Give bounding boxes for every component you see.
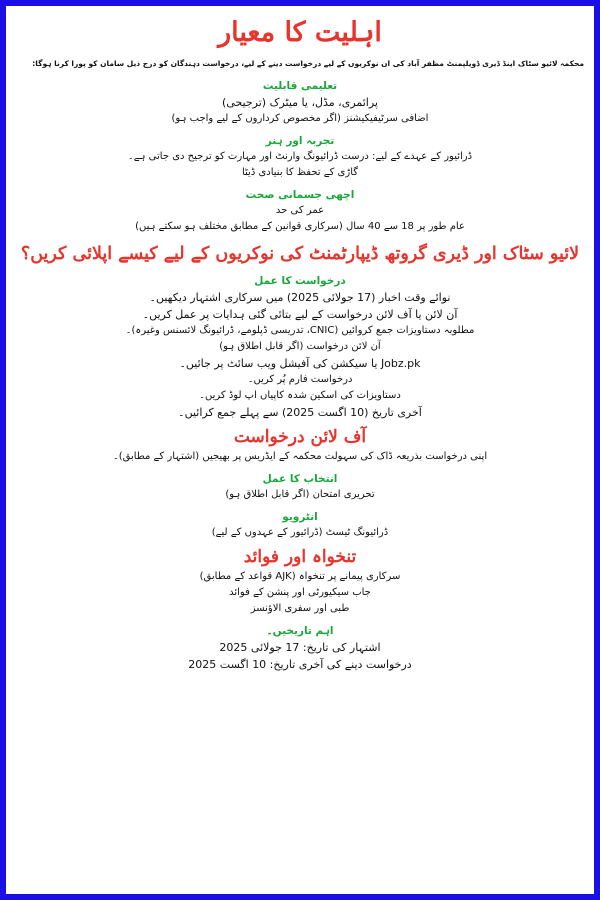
process-line: آن لائن درخواست (اگر قابل اطلاق ہو) [219,341,381,352]
health-heading: اچھی جسمانی صحت [245,189,355,201]
how-to-apply-heading: لائیو سٹاک اور ڈیری گروتھ ڈیپارٹمنٹ کی نوکریوں کے لیے کیسے اپلائی کریں؟ [20,244,580,264]
process-line: آخری تاریخ (10 اگست 2025) سے پہلے جمع کرائیں۔ [178,406,422,419]
interview-line: ڈرائیونگ ٹیسٹ (ڈرائیور کے عہدوں کے لیے) [211,527,389,538]
article-content [16,14,584,886]
salary-line: جاب سیکیورٹی اور پنشن کے فوائد [229,587,371,598]
selection-heading: انتخاب کا عمل [262,473,338,485]
age-text: عام طور پر 18 سے 40 سال (سرکاری قوانین کے مطابق مختلف ہو سکتے ہیں) [135,221,465,232]
date-line: درخواست دینے کی آخری تاریخ: 10 اگست 2025 [188,658,412,671]
date-line: اشتہار کی تاریخ: 17 جولائی 2025 [219,641,381,654]
education-line: پرائمری، مڈل، یا میٹرک (ترجیحی) [222,96,378,109]
process-line: درخواست فارم پُر کریں۔ [247,374,353,385]
intro-text: محکمہ لائیو سٹاک اینڈ ڈیری ڈویلپمنٹ مظفر آباد کی ان نوکریوں کے لیے درخواست دینے کے لیے، درخواست دہندگان کو درج ذیل سامان کو پورا کرنا ہوگا: [32,59,584,68]
interview-heading: انٹرویو [282,511,318,523]
page-title: اہلیت کا معیار [218,17,382,48]
education-heading: تعلیمی قابلیت [262,80,338,92]
salary-heading: تنخواہ اور فوائد [243,547,357,567]
process-line: دستاویزات کی اسکین شدہ کاپیاں اپ لوڈ کریں۔ [199,390,401,401]
process-heading: درخواست کا عمل [254,275,346,287]
offline-line: اپنی درخواست بذریعہ ڈاک کی سہولت محکمہ کے ایڈریس پر بھیجیں (اشتہار کے مطابق)۔ [112,451,488,462]
age-label: عمر کی حد [275,205,325,216]
education-line: اضافی سرٹیفیکیشنز (اگر مخصوص کرداروں کے لیے واجب ہو) [171,113,429,124]
offline-heading: آف لائن درخواست [233,427,367,447]
process-line: نوائے وقت اخبار (17 جولائی 2025) میں سرکاری اشتہار دیکھیں۔ [149,291,451,304]
salary-line: طبی اور سفری الاؤنسز [250,603,350,614]
experience-heading: تجربہ اور ہنر [265,135,335,147]
process-line: Jobz.pk یا سیکشن کی آفیشل ویب سائٹ پر جائیں۔ [179,357,421,370]
process-line: آن لائن یا آف لائن درخواست کے لیے بتائی گئی ہدایات پر عمل کریں۔ [142,308,458,321]
experience-line: ڈرائیور کے عہدے کے لیے: درست ڈرائیونگ وارنٹ اور مہارت کو ترجیح دی جاتی ہے۔ [127,151,473,162]
selection-line: تحریری امتحان (اگر قابل اطلاق ہو) [225,489,375,500]
salary-line: سرکاری پیمانے پر تنخواہ (AJK قواعد کے مطابق) [199,571,401,582]
process-line: مطلوبہ دستاویزات جمع کروائیں (CNIC، تدریسی ڈپلومے، ڈرائیونگ لائسنس وغیرہ)۔ [125,325,475,336]
dates-heading: اہم تاریخیں۔ [266,625,334,637]
experience-line: گاڑی کے تحفظ کا بنیادی ڈیٹا [241,167,359,178]
